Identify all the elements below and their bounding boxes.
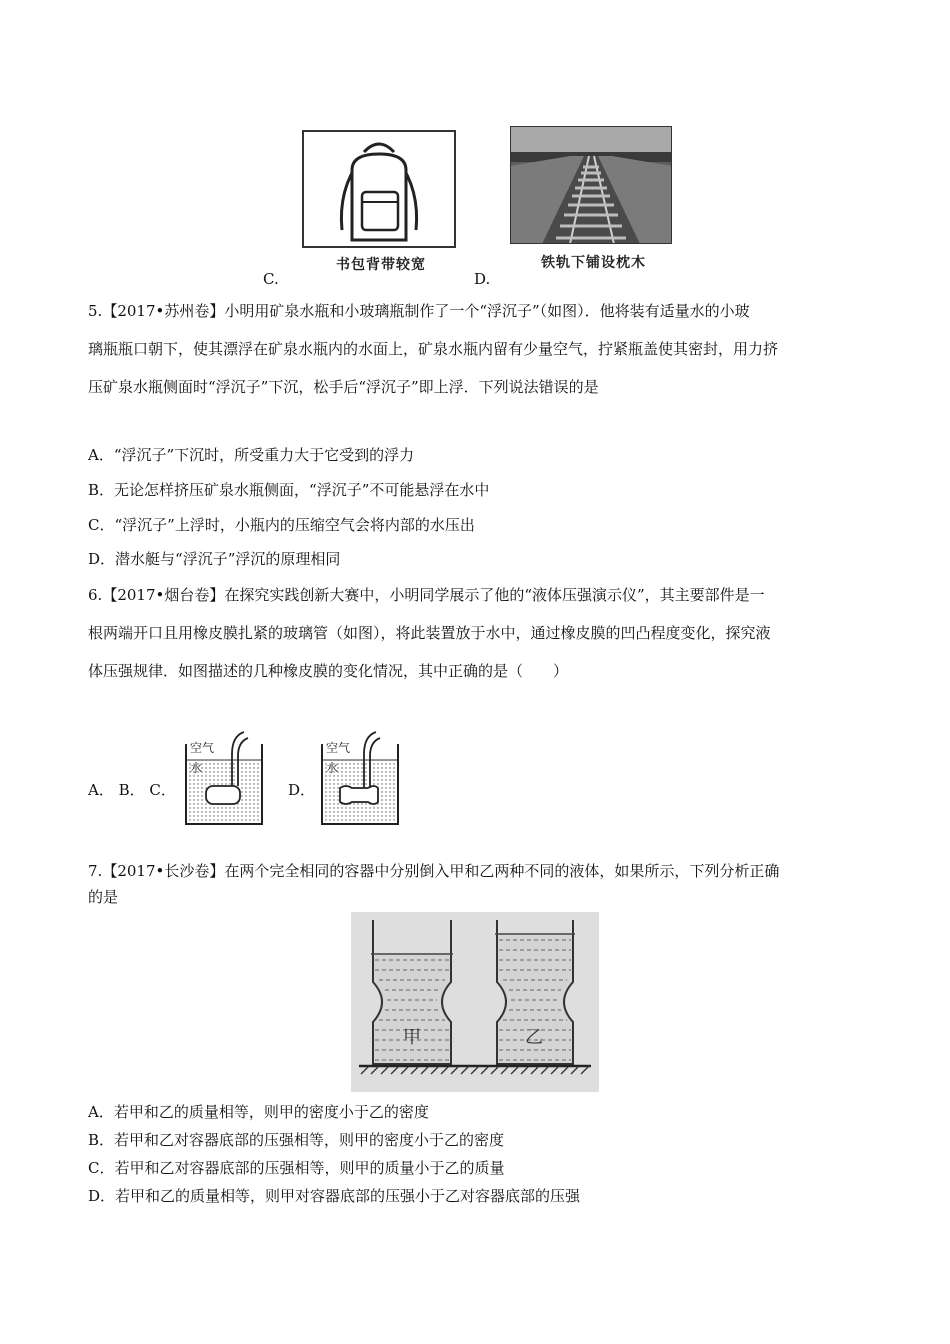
q6-number: 6. [88,586,103,604]
water-label-d: 水 [326,761,339,775]
q6-option-d-label: D． [288,781,316,799]
q7-option-c: C．若甲和乙对容器底部的压强相等，则甲的质量小于乙的质量 [88,1159,505,1177]
rubber-membrane-tube-c [180,726,268,828]
q6-figure-c [180,726,268,828]
option-c-label: C. [263,270,279,288]
railway-caption: 铁轨下铺设枕木 [541,255,646,271]
q7-text-1: 在两个完全相同的容器中分别倒入甲和乙两种不同的液体，如果所示，下列分析正确 [224,862,780,880]
q5-text-1: 小明用矿泉水瓶和小玻璃瓶制作了一个“浮沉子”（如图）．他将装有适量水的小玻 [224,302,750,320]
q5-option-a: A．“浮沉子”下沉时，所受重力大于它受到的浮力 [88,446,415,464]
q5-option-b: B．无论怎样挤压矿泉水瓶侧面，“浮沉子”不可能悬浮在水中 [88,481,490,499]
water-label-c: 水 [190,761,203,775]
option-d-label: D. [474,270,491,288]
backpack-figure [302,130,456,272]
q6-line-2: 根两端开口且用橡皮膜扎紧的玻璃管（如图），将此装置放于水中，通过橡皮膜的凹凸程度变化，探究液 [88,624,771,642]
q5-number: 5. [88,302,103,320]
q5-option-c: C．“浮沉子”上浮时，小瓶内的压缩空气会将内部的水压出 [88,516,475,534]
two-containers-image [351,912,599,1092]
backpack-caption: 书包背带较宽 [336,257,426,273]
q7-containers-figure [351,912,599,1092]
q7-option-a: A．若甲和乙的质量相等，则甲的密度小于乙的密度 [88,1103,429,1121]
q5-line-3: 压矿泉水瓶侧面时“浮沉子”下沉，松手后“浮沉子”即上浮．下列说法错误的是 [88,378,599,396]
q6-line-1 [88,584,765,605]
q6-options-abc: A． B． C． [88,781,176,799]
q6-source: 【2017•烟台卷】 [102,586,225,604]
q5-source: 【2017•苏州卷】 [102,302,225,320]
q6-text-1: 在探究实践创新大赛中，小明同学展示了他的“液体压强演示仪”，其主要部件是一 [224,586,765,604]
railway-figure [510,126,672,244]
q5-line-1 [88,300,750,321]
q5-option-d: D．潜水艇与“浮沉子”浮沉的原理相同 [88,550,341,568]
q7-source: 【2017•长沙卷】 [102,862,225,880]
q7-line-1 [88,860,779,881]
liquid-jia-label: 甲 [403,1027,421,1048]
q6-figure-d [316,726,404,828]
q6-line-3: 体压强规律．如图描述的几种橡皮膜的变化情况，其中正确的是（ ） [88,662,569,680]
air-label-c: 空气 [190,741,215,755]
q5-line-2: 璃瓶瓶口朝下，使其漂浮在矿泉水瓶内的水面上，矿泉水瓶内留有少量空气，拧紧瓶盖使其密封，用力挤 [88,340,779,358]
q7-option-d: D．若甲和乙的质量相等，则甲对容器底部的压强小于乙对容器底部的压强 [88,1187,581,1205]
air-label-d: 空气 [326,741,351,755]
q7-line-2: 的是 [88,888,119,906]
railway-image [510,126,672,244]
backpack-image [302,130,456,272]
liquid-yi-label: 乙 [525,1027,543,1048]
q7-option-b: B．若甲和乙对容器底部的压强相等，则甲的密度小于乙的密度 [88,1131,505,1149]
rubber-membrane-tube-d [316,726,404,828]
q7-number: 7. [88,862,103,880]
